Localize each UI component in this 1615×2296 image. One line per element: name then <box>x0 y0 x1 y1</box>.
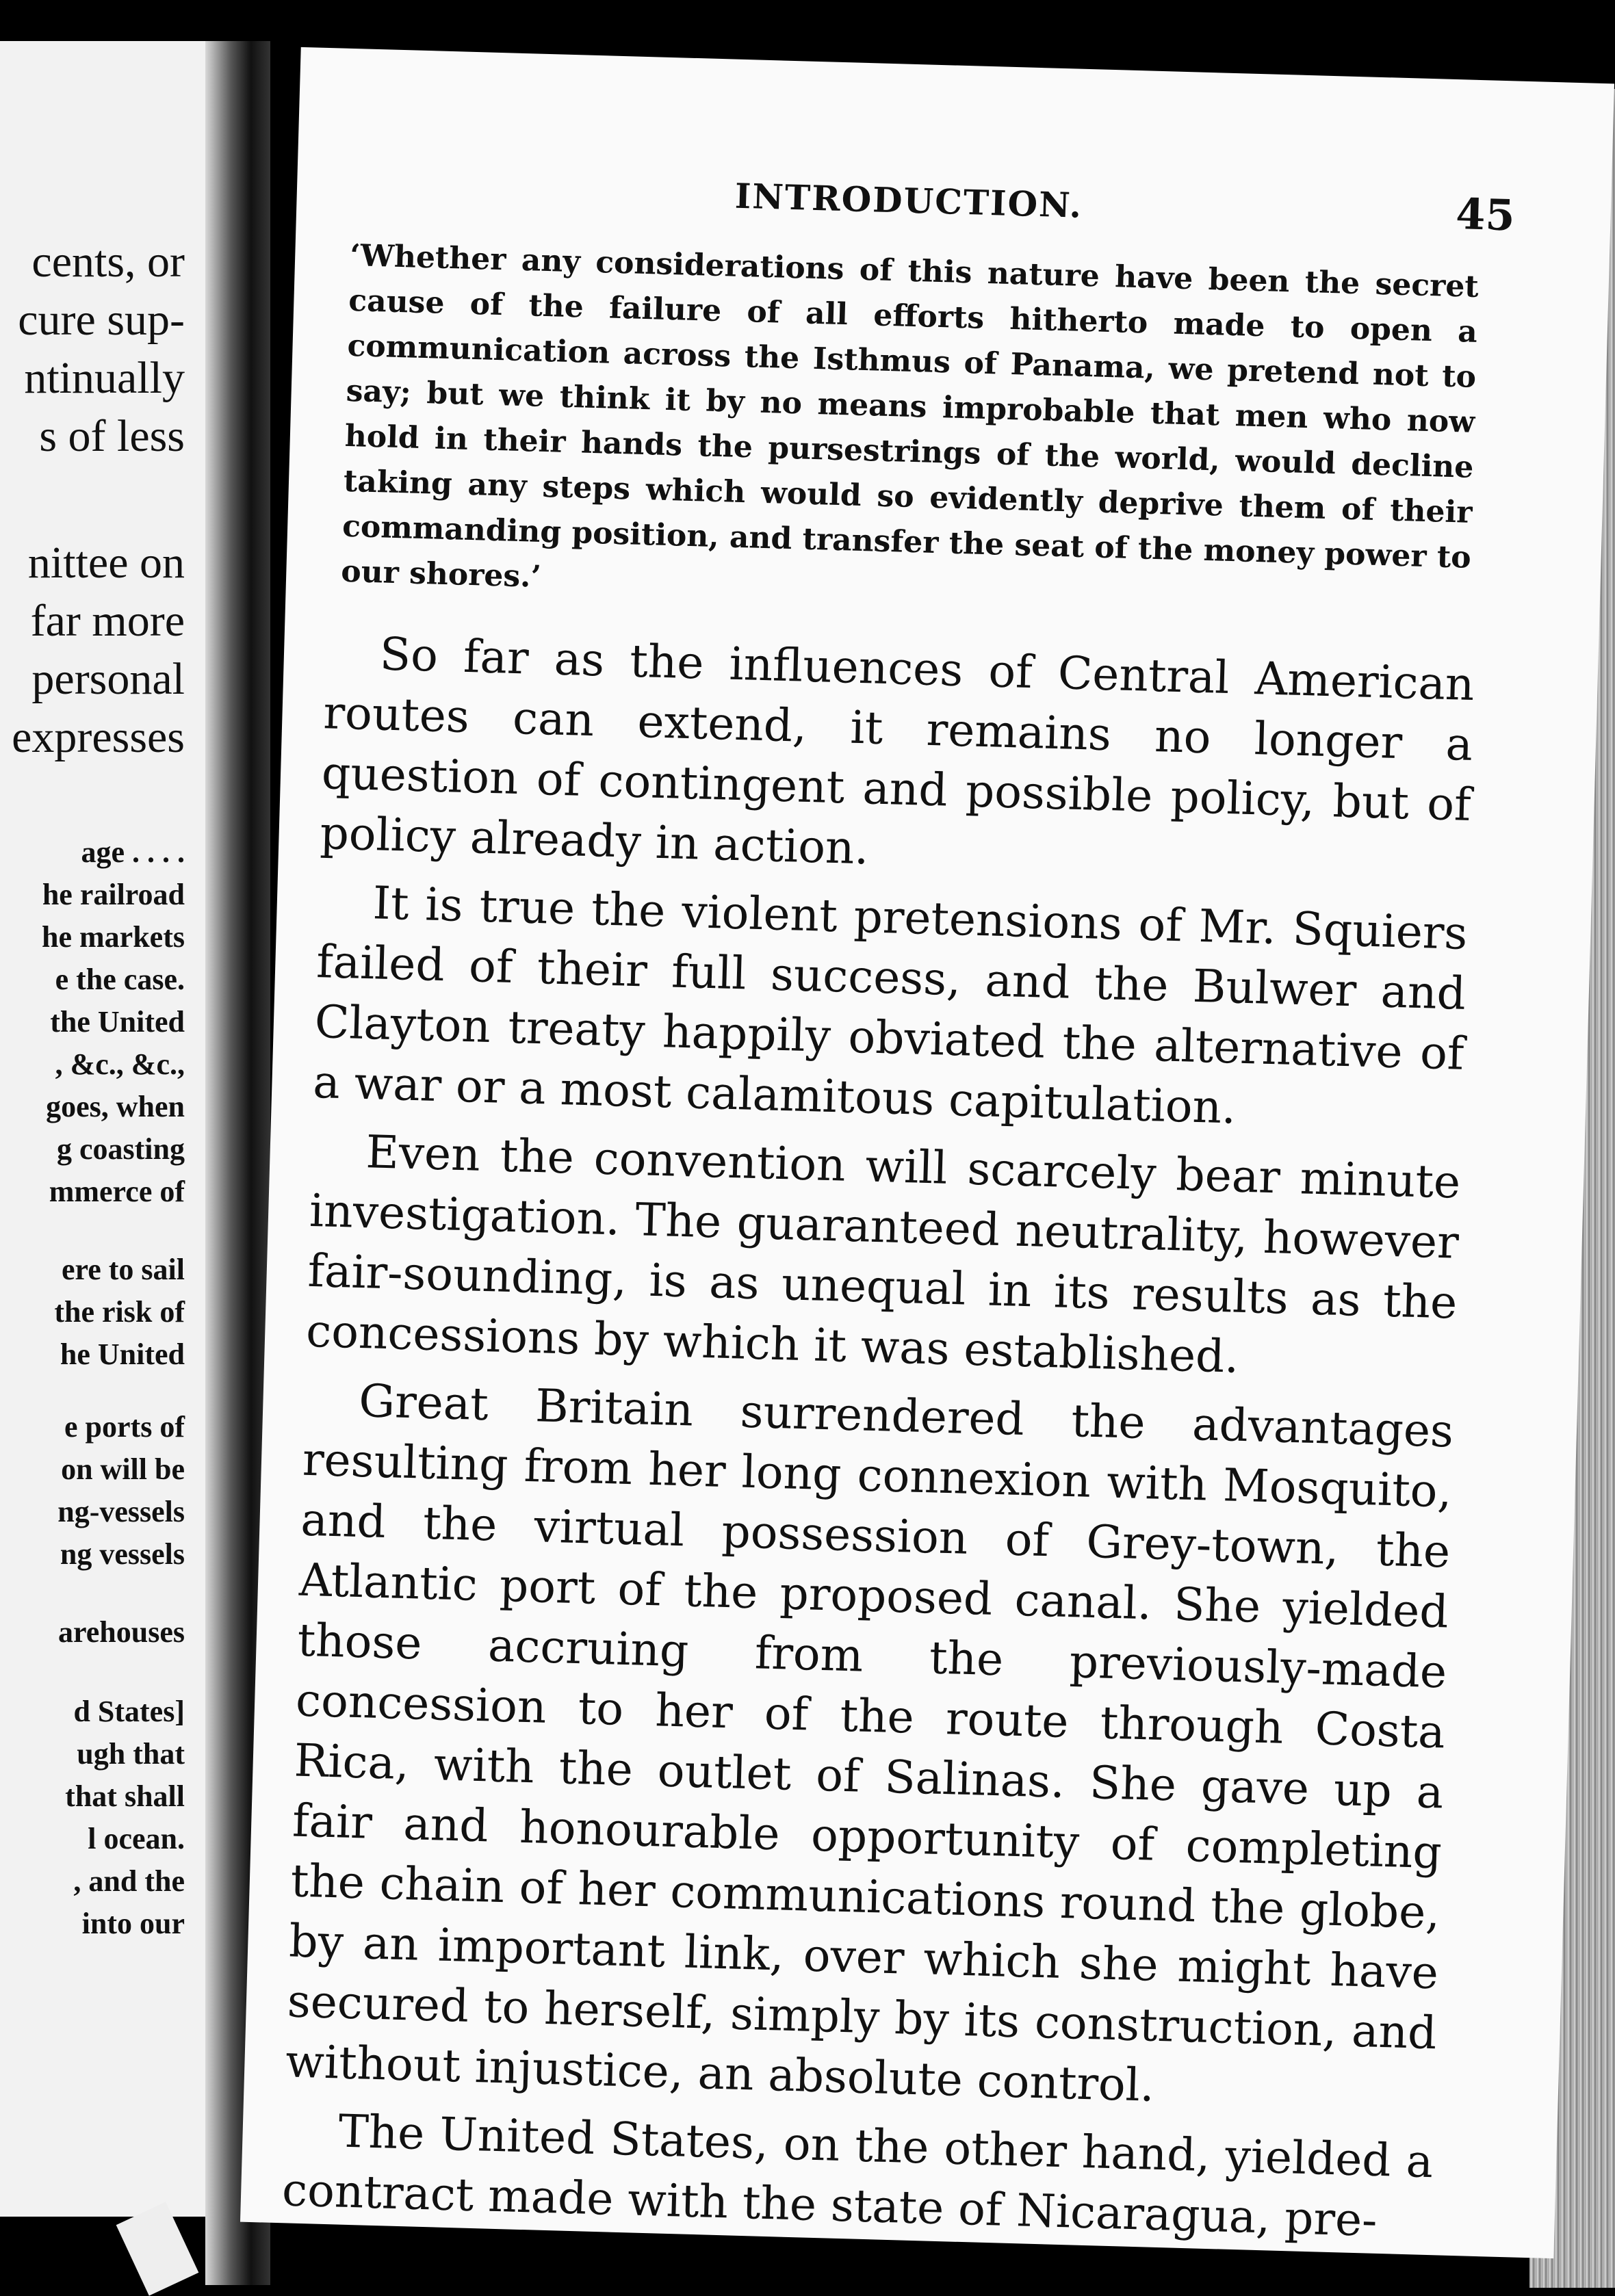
left-line: s of less <box>39 411 185 461</box>
body-text <box>281 623 1475 2258</box>
left-line: ng-vessels <box>57 1495 185 1528</box>
left-line: l ocean. <box>88 1822 185 1855</box>
left-line: expresses <box>12 712 185 762</box>
paragraph: Even the convention will scarcely bear minute investigation. The guaranteed neutrality, however fair-sounding, is as unequal in its results as the concessions by which it was established. <box>305 1125 1462 1383</box>
left-line: he railroad <box>42 878 185 911</box>
left-line: age . . . . <box>81 835 185 869</box>
left-line: cents, or <box>31 237 185 287</box>
page-number: 45 <box>1455 189 1516 241</box>
left-line: d States] <box>73 1695 185 1728</box>
left-line: , &c., &c., <box>55 1047 185 1081</box>
left-line: he United <box>60 1338 185 1371</box>
left-line: the United <box>50 1005 185 1039</box>
left-line: personal <box>31 654 185 704</box>
left-line: far more <box>30 596 185 646</box>
paragraph: It is true the violent pretensions of Mr. Squiers failed of their full success, and the Bulwer and Clayton treaty happily obviated the alternative of a war or a most calamitous capitulation. <box>312 876 1469 1134</box>
paragraph: Great Britain surrendered the advantages resulting from her long connexion with Mosquito, and the virtual possession of Grey-town, the Atlantic port of the proposed canal. She yielded those accruing from the previously-made concession to her of the route through Costa Rica, with the outlet of Salinas. She gave up a fair and honourable opportunity of completing the chain of her communications round the globe, by an important link, over which she might have secured to herself, simply by its construction, and without injustice, an absolute control. <box>285 1374 1455 2112</box>
left-line: goes, when <box>46 1090 185 1123</box>
left-facing-page <box>0 41 226 2217</box>
left-line: into our <box>81 1907 185 1940</box>
left-line: mmerce of <box>49 1175 185 1208</box>
left-line: ugh that <box>77 1737 185 1771</box>
left-line: e ports of <box>64 1410 185 1444</box>
left-line: e the case. <box>55 963 185 996</box>
left-line: he markets <box>42 920 185 954</box>
paragraph: So far as the influences of Central American routes can extend, it remains no longer a question of contingent and possible policy, but of policy already in action. <box>319 627 1475 875</box>
left-line: ere to sail <box>61 1253 185 1286</box>
left-line: the risk of <box>54 1295 185 1329</box>
left-line: , and the <box>73 1864 185 1898</box>
left-line: g coasting <box>57 1132 185 1166</box>
block-quote: ‘Whether any considerations of this nature have been the secret cause of the failure of all efforts hitherto made to open a communication across the Isthmus of Panama, we pretend not to say; but we think it by no means improbable that men who now hold in their hands the pursestrings of the world, would decline taking any steps which would so evidently deprive them of their commanding position, and transfer the seat of the money power to our shores.’ <box>340 237 1480 595</box>
left-line: cure sup- <box>18 295 185 345</box>
left-line: that shall <box>65 1779 185 1813</box>
left-line: nittee on <box>27 538 185 588</box>
running-head <box>298 164 1611 241</box>
paragraph: The United States, on the other hand, yielded a contract made with the state of Nicaragua, pre- <box>281 2104 1434 2247</box>
left-line: arehouses <box>58 1615 185 1649</box>
left-line: on will be <box>61 1452 185 1486</box>
book-page <box>240 47 1614 2258</box>
left-line: ng vessels <box>60 1537 185 1571</box>
running-head-title: INTRODUCTION. <box>734 175 1083 226</box>
left-line: ntinually <box>24 353 185 403</box>
